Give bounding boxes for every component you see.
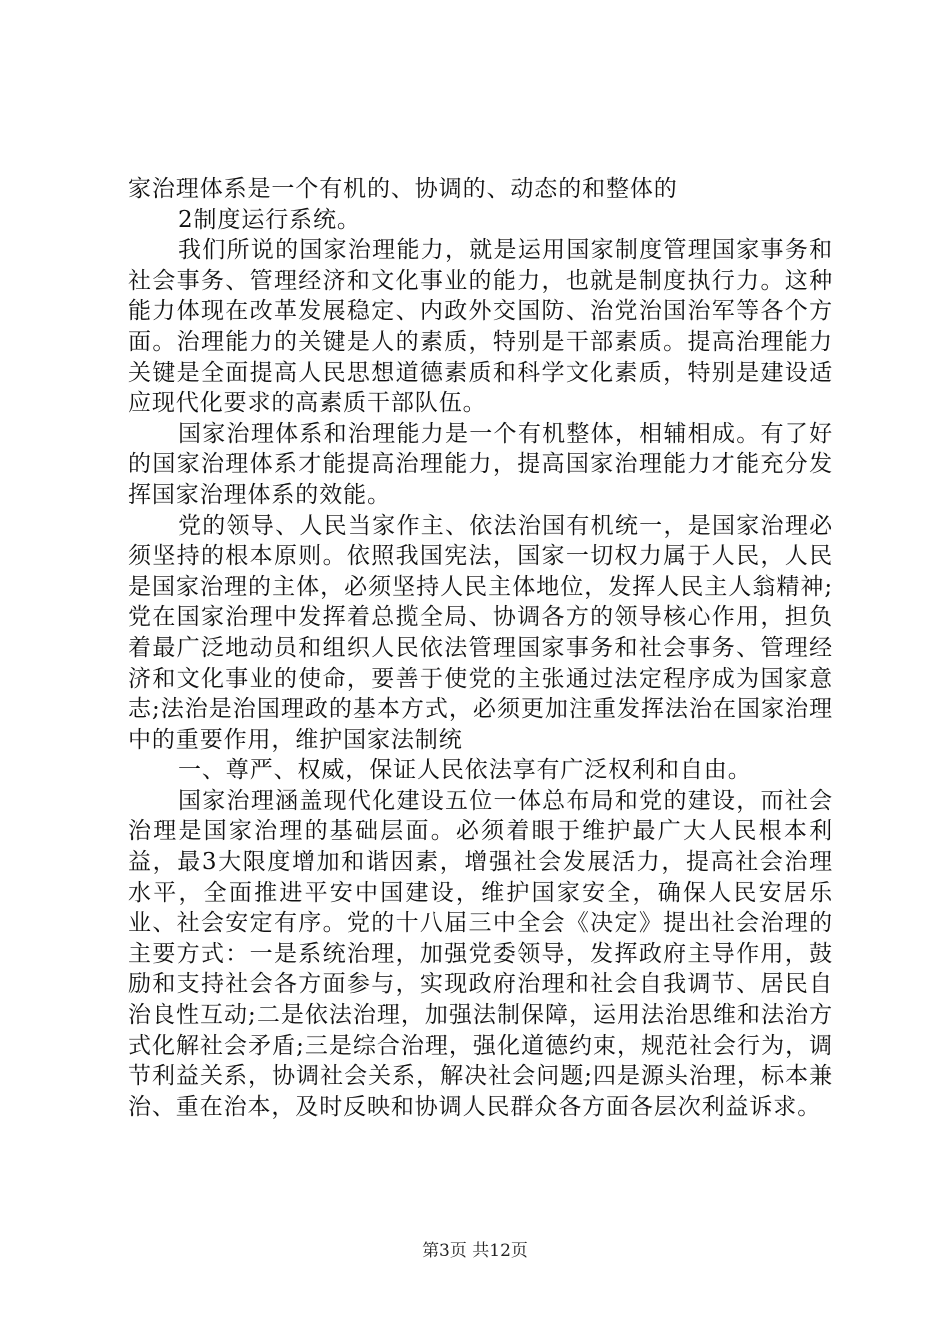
- total-pages: 共12页: [472, 1241, 528, 1261]
- document-body: [128, 174, 833, 1122]
- paragraph-dignity-authority: 一、尊严、权威，保证人民依法享有广泛权利和自由。: [178, 757, 752, 784]
- paragraph-continuation: 家治理体系是一个有机的、协调的、动态的和整体的: [128, 176, 678, 202]
- paragraph-fundamental-principle: 党的领导、人民当家作主、依法治国有机统一，是国家治理必须坚持的根本原则。依照我国宪法，国家一切权力属于人民，人民是国家治理的主体，必须坚持人民主体地位，发挥人民主人翁精神;党在国家治理中发挥着总揽全局、协调各方的领导核心作用，担负着最广泛地动员和组织人民依法管理国家事务和社会事务、管理经济和文化事业的使命，要善于使党的主张通过法定程序成为国家意志;法治是治国理政的基本方式，必须更加注重发挥法治在国家治理中的重要作用，维护国家法制统: [128, 512, 833, 753]
- paragraph-system-note: 2制度运行系统。: [178, 206, 361, 233]
- paragraph-governance-capacity: 我们所说的国家治理能力，就是运用国家制度管理国家事务和社会事务、管理经济和文化事业的能力，也就是制度执行力。这种能力体现在改革发展稳定、内政外交国防、治党治国治军等各个方面。治理能力的关键是人的素质，特别是干部素质。提高治理能力关键是全面提高人民思想道德素质和科学文化素质，特别是建设适应现代化要求的高素质干部队伍。: [128, 237, 833, 417]
- paragraph-organic-whole: 国家治理体系和治理能力是一个有机整体，相辅相成。有了好的国家治理体系才能提高治理能力，提高国家治理能力才能充分发挥国家治理体系的效能。: [128, 420, 833, 508]
- current-page-number: 第3页: [422, 1241, 467, 1261]
- paragraph-social-governance: 国家治理涵盖现代化建设五位一体总布局和党的建设，而社会治理是国家治理的基础层面。必须着眼于维护最广大人民根本利益，最3大限度增加和谐因素，增强社会发展活力，提高社会治理水平，全面推进平安中国建设，维护国家安全，确保人民安居乐业、社会安定有序。党的十八届三中全会《决定》提出社会治理的主要方式：一是系统治理，加强党委领导，发挥政府主导作用，鼓励和支持社会各方面参与，实现政府治理和社会自我调节、居民自治良性互动;二是依法治理，加强法制保障，运用法治思维和法治方式化解社会矛盾;三是综合治理，强化道德约束，规范社会行为，调节利益关系，协调社会关系，解决社会问题;四是源头治理，标本兼治、重在治本，及时反映和协调人民群众各方面各层次利益诉求。: [128, 787, 833, 1120]
- page-footer: [0, 1241, 950, 1261]
